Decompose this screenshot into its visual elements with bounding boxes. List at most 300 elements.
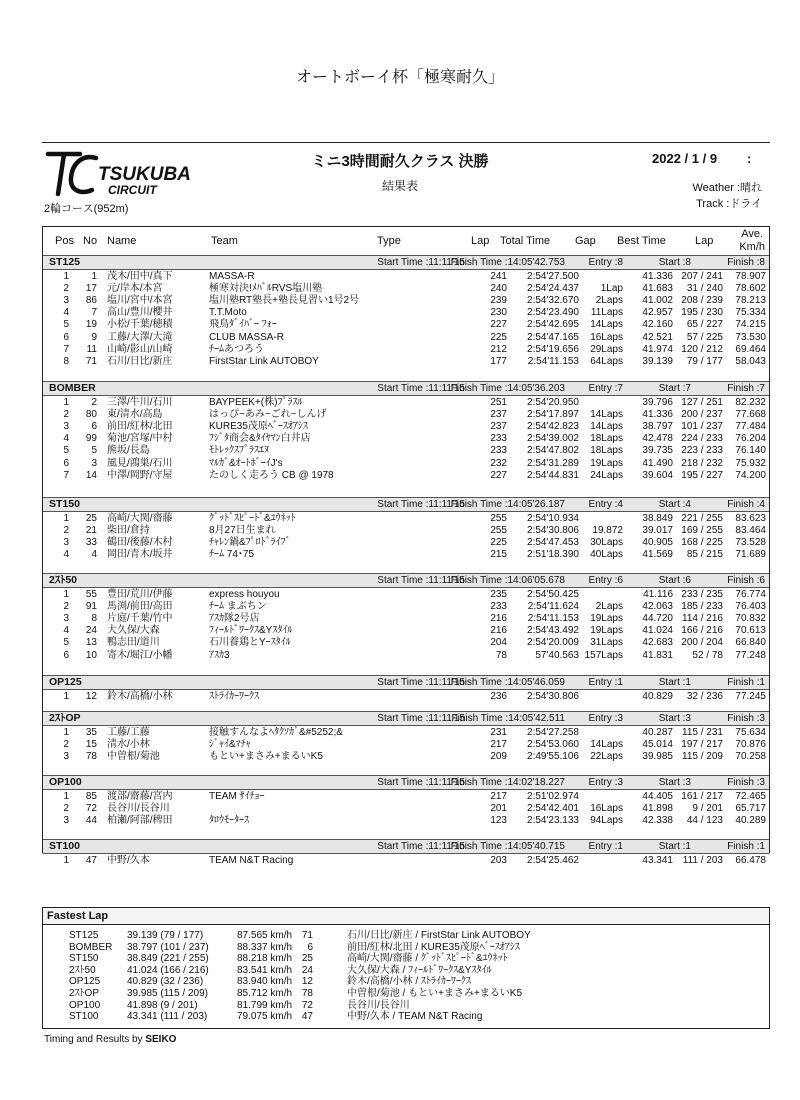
- gap-cell: 31Laps: [590, 637, 623, 649]
- class-name: ST150: [49, 498, 80, 510]
- result-row: [43, 727, 769, 739]
- fastest-lap-time: 41.898 (9 / 201): [127, 999, 198, 1011]
- average-speed-cell: 76.403: [735, 601, 766, 613]
- result-row: [43, 421, 769, 433]
- rider-names-cell: 高山/豊川/櫻井: [107, 307, 173, 319]
- team-cell: はっぴ~あみ~ごれ~しんげ: [209, 409, 327, 421]
- fastest-number: 71: [301, 930, 313, 941]
- fastest-riders: 石川/日比/新庄 / FirstStar Link AUTOBOY: [347, 930, 531, 941]
- fastest-riders: 鈴木/高橋/小林 / ｽﾄﾗｲｶｰﾜｰｸｽ: [347, 976, 471, 988]
- class-finish-time: Finish Time :14:05'36.203: [450, 383, 565, 394]
- result-row: [43, 739, 769, 751]
- track-condition: Track :ドライ: [696, 198, 762, 210]
- class-name: BOMBER: [49, 382, 96, 394]
- average-speed-cell: 70.876: [735, 739, 766, 751]
- pos-cell: 3: [63, 613, 69, 625]
- class-finish-count: Finish :8: [727, 257, 765, 268]
- column-header: [43, 227, 769, 257]
- best-time-cell: 40.287: [642, 727, 673, 738]
- total-time-cell: 2:54'27.500: [527, 271, 579, 282]
- number-cell: 33: [85, 537, 97, 549]
- fastest-class: ST100: [69, 1011, 99, 1023]
- col-team: Team: [211, 235, 238, 247]
- number-cell: 24: [85, 625, 97, 637]
- team-cell: TEAM N&T Racing: [209, 855, 294, 866]
- rider-names-cell: 大久保/大森: [107, 625, 160, 637]
- fastest-speed: 79.075 km/h: [237, 1011, 293, 1023]
- number-cell: 55: [85, 589, 97, 600]
- total-time-cell: 57'40.563: [535, 649, 579, 661]
- gap-cell: 94Laps: [590, 815, 623, 827]
- pos-cell: 1: [63, 589, 69, 600]
- result-row: [43, 319, 769, 331]
- team-cell: ﾁｰﾑ まぶちン: [209, 601, 267, 613]
- gap-cell: 11Laps: [590, 307, 623, 319]
- class-start-count: Start :1: [658, 677, 691, 688]
- rider-names-cell: 元/岸本/本宮: [107, 283, 163, 295]
- number-cell: 85: [85, 791, 97, 802]
- col-name: Name: [107, 235, 137, 247]
- number-cell: 19: [85, 319, 97, 331]
- rider-names-cell: 鴨志田/道川: [107, 637, 160, 649]
- result-row: [43, 625, 769, 637]
- average-speed-cell: 76.140: [735, 445, 766, 457]
- rider-names-cell: 寄木/堀江/小幡: [107, 649, 173, 661]
- best-lap-cell: 207 / 241: [681, 271, 723, 282]
- laps-cell: 230: [490, 307, 507, 319]
- race-date: 2022 / 1 / 9: [652, 151, 718, 166]
- pos-cell: 6: [63, 331, 69, 343]
- laps-cell: 233: [490, 601, 507, 613]
- fastest-lap-table: [42, 907, 770, 1029]
- pos-cell: 3: [63, 421, 69, 433]
- best-time-cell: 41.024: [642, 625, 673, 637]
- col-total-time: Total Time: [500, 235, 551, 247]
- best-time-cell: 41.490: [642, 457, 673, 469]
- footer-credit: [44, 1034, 176, 1045]
- best-time-cell: 41.974: [642, 343, 673, 355]
- class-name: ST100: [49, 840, 80, 852]
- col-ave: Ave.: [741, 228, 763, 240]
- pos-cell: 2: [63, 283, 69, 295]
- gap-cell: 19Laps: [590, 613, 623, 625]
- event-title: オートボーイ杯「極寒耐久」: [295, 69, 504, 86]
- best-lap-cell: 161 / 217: [681, 791, 723, 802]
- class-start-count: Start :4: [658, 499, 691, 510]
- laps-cell: 232: [490, 457, 507, 469]
- average-speed-cell: 78.213: [735, 295, 766, 307]
- fastest-lap-row: [43, 1000, 769, 1012]
- total-time-cell: 2:54'32.670: [527, 295, 579, 307]
- pos-cell: 7: [63, 469, 69, 481]
- total-time-cell: 2:51'02.974: [527, 791, 579, 802]
- average-speed-cell: 74.200: [735, 469, 766, 481]
- total-time-cell: 2:54'20.950: [527, 397, 579, 408]
- class-finish-time: Finish Time :14:06'05.678: [450, 575, 565, 586]
- fastest-class: OP100: [69, 999, 101, 1011]
- result-row: [43, 307, 769, 319]
- number-cell: 91: [85, 601, 97, 613]
- best-time-cell: 45.014: [642, 739, 673, 751]
- class-start-time: Start Time :11:11'15: [377, 777, 465, 788]
- best-time-cell: 39.796: [642, 397, 673, 408]
- laps-cell: 123: [490, 815, 507, 827]
- total-time-cell: 2:54'42.823: [527, 421, 579, 433]
- rider-names-cell: 片庭/千葉/竹中: [107, 613, 173, 625]
- average-speed-cell: 65.717: [735, 803, 766, 815]
- fastest-lap-header: [43, 908, 769, 925]
- class-header: [43, 497, 769, 512]
- result-row: [43, 601, 769, 613]
- number-cell: 47: [85, 855, 97, 866]
- fastest-class: 2ｽﾄOP: [69, 988, 100, 999]
- total-time-cell: 2:54'11.153: [527, 613, 579, 625]
- total-time-cell: 2:54'43.492: [527, 625, 579, 637]
- class-finish-count: Finish :1: [727, 841, 765, 852]
- result-row: [43, 751, 769, 763]
- rider-names-cell: 工藤/大澤/大滝: [107, 331, 173, 343]
- fastest-speed: 83.541 km/h: [237, 964, 293, 976]
- team-cell: KURE35茂原ﾍﾞｰｽｵｱｼｽ: [209, 421, 308, 433]
- gap-cell: 24Laps: [590, 469, 623, 481]
- col-no: No: [83, 235, 98, 247]
- class-entry-count: Entry :6: [588, 575, 623, 586]
- best-time-cell: 39.017: [642, 525, 673, 537]
- laps-cell: 255: [490, 525, 507, 537]
- fastest-lap-time: 40.829 (32 / 236): [127, 976, 204, 988]
- rider-names-cell: 熊坂/長島: [107, 445, 150, 457]
- fastest-number: 47: [301, 1011, 313, 1023]
- average-speed-cell: 71.689: [735, 549, 766, 561]
- total-time-cell: 2:54'44.831: [527, 469, 579, 481]
- pos-cell: 1: [63, 513, 69, 524]
- class-header: [43, 711, 769, 726]
- fastest-lap-row: [43, 953, 769, 965]
- result-row: [43, 271, 769, 283]
- gap-cell: 64Laps: [590, 355, 623, 367]
- team-cell: 塩川塾RT塾長+塾長見習い1号2号: [209, 295, 360, 307]
- team-cell: 極寒対決!ﾒﾊﾞﾙRVS塩川塾: [209, 283, 323, 295]
- fastest-riders: 高崎/大関/齋藤 / ｸﾞｯﾄﾞｽﾋﾟｰﾄﾞ&ﾕｳﾈｯﾄ: [347, 953, 508, 965]
- pos-cell: 3: [63, 537, 69, 549]
- laps-cell: 236: [490, 691, 507, 702]
- col-lap: Lap: [471, 235, 490, 247]
- class-start-count: Start :7: [658, 383, 691, 394]
- pos-cell: 1: [63, 271, 69, 282]
- average-speed-cell: 82.232: [735, 397, 766, 408]
- average-speed-cell: 77.248: [735, 649, 766, 661]
- total-time-cell: 2:54'10.934: [527, 513, 579, 524]
- best-lap-cell: 233 / 235: [681, 589, 723, 600]
- pos-cell: 6: [63, 457, 69, 469]
- fastest-class: BOMBER: [69, 941, 113, 953]
- fastest-lap-row: [43, 988, 769, 1000]
- best-lap-cell: 114 / 216: [682, 613, 723, 625]
- average-speed-cell: 70.613: [735, 625, 766, 637]
- gap-cell: 22Laps: [590, 751, 623, 763]
- laps-cell: 233: [490, 445, 507, 457]
- class-finish-count: Finish :7: [727, 383, 765, 394]
- fastest-number: 24: [301, 964, 313, 976]
- class-start-count: Start :1: [658, 841, 691, 852]
- best-lap-cell: 32 / 236: [686, 691, 723, 702]
- pos-cell: 4: [63, 433, 69, 445]
- number-cell: 10: [85, 649, 97, 661]
- gap-cell: 2Laps: [595, 601, 623, 613]
- rider-names-cell: 豊田/荒川/伊藤: [107, 589, 173, 600]
- class-header: [43, 839, 769, 854]
- result-row: [43, 803, 769, 815]
- result-row: [43, 637, 769, 649]
- pos-cell: 2: [63, 739, 69, 751]
- best-time-cell: 39.735: [642, 445, 673, 457]
- rider-names-cell: 清水/小林: [107, 739, 150, 751]
- team-cell: MASSA-R: [209, 271, 255, 282]
- total-time-cell: 2:54'42.695: [527, 319, 579, 331]
- laps-cell: 216: [490, 625, 507, 637]
- number-cell: 25: [85, 513, 97, 524]
- fastest-lap-time: 38.797 (101 / 237): [127, 941, 209, 953]
- number-cell: 44: [85, 815, 97, 827]
- total-time-cell: 2:54'30.806: [527, 691, 579, 702]
- class-finish-time: Finish Time :14:05'46.059: [450, 677, 565, 688]
- best-time-cell: 42.160: [642, 319, 673, 331]
- number-cell: 11: [86, 343, 97, 355]
- fastest-lap-time: 39.139 (79 / 177): [127, 930, 204, 941]
- team-cell: ｼﾞｬｲ&ﾏﾁｬ: [209, 739, 251, 751]
- total-time-cell: 2:54'31.289: [527, 457, 579, 469]
- best-lap-cell: 200 / 204: [681, 637, 723, 649]
- average-speed-cell: 75.334: [735, 307, 766, 319]
- number-cell: 14: [85, 469, 97, 481]
- best-lap-cell: 120 / 212: [681, 343, 723, 355]
- team-cell: 石川養鶏とYｰｽﾀｲﾙ: [209, 637, 291, 649]
- seiko-brand: SEIKO: [145, 1034, 177, 1045]
- average-speed-cell: 69.464: [735, 343, 766, 355]
- total-time-cell: 2:54'30.806: [527, 525, 579, 537]
- total-time-cell: 2:54'23.490: [527, 307, 579, 319]
- race-title: ミニ3時間耐久クラス 決勝: [311, 153, 489, 170]
- number-cell: 7: [91, 307, 97, 319]
- date-colon: :: [747, 151, 752, 166]
- pos-cell: 2: [63, 803, 69, 815]
- fastest-riders: 中曽根/菊池 / もとい+まさみ+まるいK5: [347, 988, 523, 999]
- best-time-cell: 42.957: [642, 307, 673, 319]
- average-speed-cell: 77.484: [735, 421, 766, 433]
- average-speed-cell: 70.832: [735, 613, 766, 625]
- class-finish-count: Finish :4: [727, 499, 765, 510]
- fastest-class: ST150: [69, 953, 99, 965]
- laps-cell: 217: [490, 791, 507, 802]
- laps-cell: 203: [490, 855, 507, 866]
- pos-cell: 2: [63, 409, 69, 421]
- number-cell: 15: [85, 739, 97, 751]
- best-time-cell: 38.849: [642, 513, 673, 524]
- rider-names-cell: 中曽根/菊池: [107, 751, 160, 763]
- number-cell: 21: [85, 525, 97, 537]
- gap-cell: 18Laps: [590, 433, 623, 445]
- rider-names-cell: 高崎/大関/齋藤: [107, 513, 173, 524]
- best-lap-cell: 166 / 216: [681, 625, 723, 637]
- best-lap-cell: 224 / 233: [681, 433, 723, 445]
- col-pos: Pos: [55, 235, 74, 247]
- best-time-cell: 41.336: [642, 271, 673, 282]
- best-lap-cell: 85 / 215: [686, 549, 723, 561]
- average-speed-cell: 77.245: [735, 691, 766, 702]
- best-time-cell: 41.116: [643, 589, 673, 600]
- rider-names-cell: 長谷川/長谷川: [107, 803, 170, 815]
- team-cell: ﾁｬﾚﾝ鍋&ﾌﾟﾛﾄﾞﾗｲﾌﾞ: [209, 537, 291, 549]
- number-cell: 71: [85, 355, 97, 367]
- number-cell: 35: [85, 727, 97, 738]
- weather: Weather :晴れ: [692, 182, 762, 194]
- class-entry-count: Entry :3: [588, 777, 623, 788]
- class-entry-count: Entry :4: [588, 499, 623, 510]
- result-row: [43, 549, 769, 561]
- team-cell: CLUB MASSA-R: [209, 331, 285, 343]
- results-table: [42, 226, 770, 866]
- result-row: [43, 513, 769, 525]
- fastest-number: 25: [301, 953, 313, 965]
- fastest-riders: 大久保/大森 / ﾌｨｰﾙﾄﾞﾜｰｸｽ&Yｽﾀｲﾙ: [347, 964, 492, 976]
- team-cell: ｱｽｶ隊2号店: [209, 613, 260, 625]
- best-time-cell: 40.905: [642, 537, 673, 549]
- rider-names-cell: 風見/鴻巣/石川: [107, 457, 173, 469]
- fastest-class: ST125: [69, 930, 99, 941]
- best-lap-cell: 168 / 225: [681, 537, 723, 549]
- best-time-cell: 42.521: [642, 331, 673, 343]
- best-time-cell: 42.063: [642, 601, 673, 613]
- laps-cell: 225: [490, 537, 507, 549]
- number-cell: 72: [85, 803, 97, 815]
- pos-cell: 1: [63, 791, 69, 802]
- pos-cell: 1: [63, 397, 69, 408]
- result-row: [43, 397, 769, 409]
- rider-names-cell: 工藤/工藤: [107, 727, 150, 738]
- best-time-cell: 38.797: [642, 421, 673, 433]
- pos-cell: 3: [63, 295, 69, 307]
- rider-names-cell: 小松/千葉/穂積: [107, 319, 173, 331]
- team-cell: FirstStar Link AUTOBOY: [209, 355, 319, 367]
- class-start-time: Start Time :11:11'15: [377, 841, 465, 852]
- fastest-lap-time: 39.985 (115 / 209): [127, 988, 208, 999]
- number-cell: 2: [91, 397, 97, 408]
- total-time-cell: 2:54'47.453: [527, 537, 579, 549]
- result-row: [43, 433, 769, 445]
- laps-cell: 231: [490, 727, 507, 738]
- fastest-riders: 前田/紅林/北田 / KURE35茂原ﾍﾞｰｽｵｱｼｽ: [347, 941, 520, 953]
- col-ave-unit: Km/h: [739, 241, 765, 253]
- laps-cell: 212: [490, 343, 507, 355]
- fastest-lap-time: 41.024 (166 / 216): [127, 964, 209, 976]
- number-cell: 9: [91, 331, 97, 343]
- number-cell: 13: [85, 637, 97, 649]
- gap-cell: 19Laps: [590, 625, 623, 637]
- fastest-riders: 中野/久本 / TEAM N&T Racing: [347, 1011, 483, 1023]
- team-cell: ﾌｼﾞﾀ商会&ﾀｲﾔﾏﾝ白井店: [209, 433, 311, 445]
- rider-names-cell: 石川/日比/新庄: [107, 355, 173, 367]
- best-lap-cell: 221 / 255: [681, 513, 723, 524]
- logo-name-line2: CIRCUIT: [108, 183, 157, 197]
- result-row: [43, 458, 769, 470]
- class-name: 2ｽﾄOP: [49, 712, 81, 724]
- best-lap-cell: 195 / 227: [681, 469, 723, 481]
- total-time-cell: 2:54'19.656: [527, 343, 579, 355]
- best-lap-cell: 79 / 177: [686, 355, 723, 367]
- average-speed-cell: 76.774: [735, 589, 766, 600]
- fastest-speed: 85.712 km/h: [237, 988, 293, 999]
- team-cell: ｸﾞｯﾄﾞｽﾋﾟｰﾄﾞ&ﾕｳﾈｯﾄ: [209, 513, 296, 524]
- best-time-cell: 39.604: [642, 469, 673, 481]
- number-cell: 3: [91, 457, 97, 469]
- total-time-cell: 2:54'50.425: [527, 589, 579, 600]
- laps-cell: 251: [490, 397, 507, 408]
- best-lap-cell: 197 / 217: [681, 739, 723, 751]
- fastest-speed: 87.565 km/h: [237, 930, 293, 941]
- laps-cell: 216: [490, 613, 507, 625]
- average-speed-cell: 72.465: [735, 791, 766, 802]
- fastest-number: 12: [301, 976, 313, 988]
- rider-names-cell: 鶴田/後藤/木村: [107, 537, 173, 549]
- class-name: OP100: [49, 776, 82, 788]
- gap-cell: 18Laps: [590, 445, 623, 457]
- class-finish-count: Finish :6: [727, 575, 765, 586]
- team-cell: TEAM ｻｲﾁｮｰ: [209, 791, 265, 802]
- laps-cell: 215: [490, 549, 507, 561]
- laps-cell: 201: [490, 803, 507, 815]
- fastest-speed: 83.940 km/h: [237, 976, 293, 988]
- class-finish-count: Finish :1: [727, 677, 765, 688]
- fastest-class: 2ｽﾄ50: [69, 964, 96, 976]
- fastest-lap-row: [43, 965, 769, 977]
- number-cell: 99: [85, 433, 97, 445]
- result-row: [43, 344, 769, 356]
- gap-cell: 14Laps: [590, 421, 623, 433]
- team-cell: ﾌｨｰﾙﾄﾞﾜｰｸｽ&Yｽﾀｲﾙ: [209, 625, 293, 637]
- total-time-cell: 2:54'20.009: [527, 637, 579, 649]
- class-start-time: Start Time :11:11'15: [377, 499, 465, 510]
- number-cell: 8: [91, 613, 97, 625]
- team-cell: たのしく走ろう CB @ 1978: [209, 469, 334, 481]
- gap-cell: 29Laps: [590, 343, 623, 355]
- result-row: [43, 613, 769, 625]
- best-lap-cell: 57 / 225: [686, 331, 723, 343]
- best-lap-cell: 101 / 237: [681, 421, 723, 433]
- rider-names-cell: 馬渕/前田/高田: [107, 601, 173, 613]
- total-time-cell: 2:54'53.060: [527, 739, 579, 751]
- average-speed-cell: 73.528: [735, 537, 766, 549]
- laps-cell: 237: [490, 421, 507, 433]
- number-cell: 5: [91, 445, 97, 457]
- best-lap-cell: 52 / 78: [692, 649, 723, 661]
- result-row: [43, 525, 769, 537]
- team-cell: BAYPEEK+(株)ﾌﾟﾗｽﾙ: [209, 397, 303, 408]
- class-finish-time: Finish Time :14:02'18.227: [450, 777, 565, 788]
- gap-cell: 30Laps: [590, 537, 623, 549]
- best-lap-cell: 31 / 240: [686, 283, 723, 295]
- class-start-count: Start :8: [658, 257, 691, 268]
- best-time-cell: 39.139: [642, 355, 673, 367]
- class-start-time: Start Time :11:11'15: [377, 257, 465, 268]
- class-start-time: Start Time :11:11'15: [377, 383, 465, 394]
- class-finish-time: Finish Time :14:05'40.715: [450, 841, 565, 852]
- gap-cell: 19.872: [592, 525, 623, 537]
- result-row: [43, 650, 769, 662]
- team-cell: ﾁｰﾑあつろう: [209, 343, 264, 355]
- class-header: [43, 255, 769, 270]
- pos-cell: 8: [63, 355, 69, 367]
- fastest-number: 78: [301, 988, 313, 999]
